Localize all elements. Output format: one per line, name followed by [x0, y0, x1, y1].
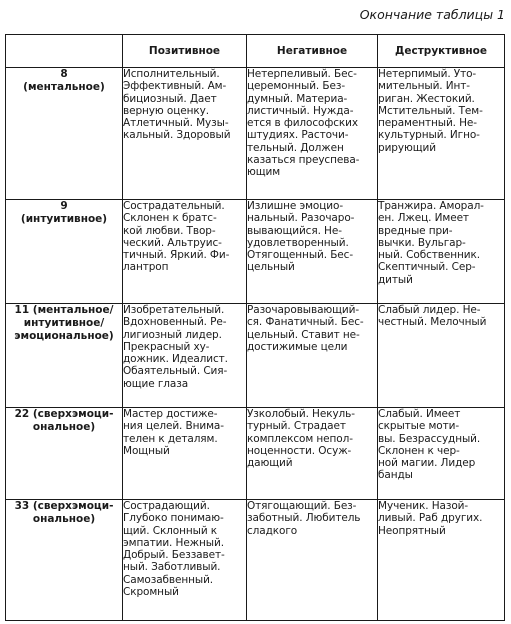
- cell-text-line: вредные при-: [378, 224, 453, 237]
- header-cell-number: [6, 35, 123, 68]
- row-label-line: интуитивное/: [23, 317, 105, 329]
- cell-text-line: нальный. Разочаро-: [247, 212, 355, 225]
- cell-text-line: банды: [378, 469, 413, 482]
- cell-text-line: Отягощающий. Без-: [247, 500, 357, 512]
- row-label-line: 8: [60, 68, 68, 80]
- cell-text-line: ческий. Альтруис-: [123, 236, 222, 249]
- cell-text-line: вы. Безрассудный.: [378, 432, 481, 445]
- cell-text-line: Мученик. Назой-: [378, 500, 469, 512]
- cell-text-line: цельный: [247, 261, 295, 274]
- cell-text-line: риган. Жестокий.: [378, 92, 475, 105]
- cell-text-line: Эффективный. Ам-: [123, 80, 227, 93]
- row-label-cell: [6, 304, 123, 408]
- cell-text-line: церемонный. Без-: [247, 80, 346, 93]
- row-label-line: 22 (сверхэмоци-: [14, 408, 114, 420]
- cell-text-line: лигиозный лидер.: [123, 328, 222, 341]
- cell-text-line: ливый. Раб других.: [378, 512, 483, 525]
- cell-text-line: думный. Материа-: [247, 92, 348, 105]
- table-row: [6, 500, 505, 621]
- row-label-line: 33 (сверхэмоци-: [14, 500, 114, 512]
- cell-text-line: Нетерпеливый. Бес-: [247, 68, 357, 80]
- cell-text-line: ноценности. Осуж-: [247, 444, 352, 457]
- cell-text-line: честный. Мелочный: [378, 316, 487, 329]
- positive-cell: [123, 304, 247, 408]
- cell-text-line: Атлетичный. Музы-: [123, 117, 229, 130]
- cell-text-line: Глубоко понимаю-: [123, 512, 224, 525]
- positive-cell: [123, 200, 247, 304]
- cell-text-line: Неопрятный: [378, 524, 446, 537]
- header-cell-positive: Позитивное: [123, 35, 247, 68]
- cell-text-line: дитый: [378, 273, 413, 286]
- destructive-cell: [378, 304, 505, 408]
- row-label-line: ональное): [32, 513, 96, 525]
- cell-text-line: Скептичный. Сер-: [378, 261, 476, 274]
- cell-text-line: ся. Фанатичный. Бес-: [247, 316, 364, 329]
- cell-text-line: тичный. Яркий. Фи-: [123, 249, 230, 262]
- table-row: [6, 200, 505, 304]
- cell-text-line: Излишне эмоцио-: [247, 200, 344, 212]
- cell-text-line: Транжира. Аморал-: [378, 200, 484, 212]
- row-label-line: ональное): [32, 421, 96, 433]
- cell-text-line: бициозный. Дает: [123, 92, 217, 105]
- cell-text-line: ния целей. Внима-: [123, 420, 224, 433]
- cell-text-line: Мастер достиже-: [123, 408, 218, 420]
- cell-text-line: верную оценку.: [123, 104, 209, 117]
- cell-text-line: штудиях. Расточи-: [247, 129, 349, 142]
- cell-text-line: Мощный: [123, 444, 170, 457]
- cell-text-line: дающий: [247, 457, 293, 470]
- cell-text-line: Узколобый. Некуль-: [247, 408, 355, 420]
- cell-text-line: Изобретательный.: [123, 304, 225, 316]
- cell-text-line: Добрый. Беззавет-: [123, 549, 225, 562]
- cell-text-line: вывающийся. Не-: [247, 224, 342, 237]
- cell-text-line: удовлетворенный.: [247, 236, 349, 249]
- cell-text-line: лантроп: [123, 261, 169, 274]
- cell-text-line: щий. Склонный к: [123, 524, 218, 537]
- cell-text-line: Сострадающий.: [123, 500, 210, 512]
- destructive-cell: [378, 200, 505, 304]
- negative-cell: [247, 68, 378, 200]
- cell-text-line: Скромный: [123, 586, 179, 599]
- cell-text-line: Склонен к братс-: [123, 212, 217, 225]
- cell-text-line: цельный. Ставит не-: [247, 328, 360, 341]
- row-label-line: (интуитивное): [20, 213, 108, 225]
- cell-text-line: кой любви. Твор-: [123, 224, 216, 237]
- cell-text-line: ный. Собственник.: [378, 249, 480, 262]
- cell-text-line: дожник. Идеалист.: [123, 353, 228, 366]
- cell-text-line: Исполнительный.: [123, 68, 220, 80]
- destructive-cell: [378, 408, 505, 500]
- cell-text-line: кальный. Здоровый: [123, 129, 231, 142]
- cell-text-line: турный. Страдает: [247, 420, 346, 433]
- positive-cell: [123, 408, 247, 500]
- cell-text-line: телен к деталям.: [123, 432, 218, 445]
- cell-text-line: Склонен к чер-: [378, 444, 460, 457]
- cell-text-line: скрытые моти-: [378, 420, 460, 433]
- header-cell-destructive: Деструктивное: [378, 35, 505, 68]
- cell-text-line: Самозабвенный.: [123, 573, 214, 586]
- cell-text-line: ный. Заботливый.: [123, 561, 221, 574]
- destructive-cell: [378, 68, 505, 200]
- row-label-cell: [6, 68, 123, 200]
- cell-text-line: Разочаровывающий-: [247, 304, 360, 316]
- positive-cell: [123, 68, 247, 200]
- negative-cell: [247, 500, 378, 621]
- cell-text-line: тельный. Должен: [247, 141, 344, 154]
- table-continuation-caption: Окончание таблицы 1: [359, 7, 505, 22]
- row-label-line: (ментальное): [23, 81, 105, 93]
- cell-text-line: заботный. Любитель: [247, 512, 361, 525]
- cell-text-line: ющие глаза: [123, 377, 189, 390]
- negative-cell: [247, 408, 378, 500]
- cell-text-line: ющим: [247, 166, 281, 179]
- cell-text-line: комплексом непол-: [247, 432, 353, 445]
- negative-cell: [247, 200, 378, 304]
- header-cell-negative: Негативное: [247, 35, 378, 68]
- cell-text-line: Мстительный. Тем-: [378, 104, 483, 117]
- row-label-line: 9: [60, 200, 68, 212]
- cell-text-line: Слабый лидер. Не-: [378, 304, 481, 316]
- row-label-cell: [6, 200, 123, 304]
- cell-text-line: мительный. Инт-: [378, 80, 471, 93]
- cell-text-line: эмпатии. Нежный.: [123, 536, 224, 549]
- cell-text-line: Нетерпимый. Уто-: [378, 68, 477, 80]
- cell-text-line: Прекрасный ху-: [123, 340, 210, 353]
- cell-text-line: листичный. Нужда-: [247, 104, 354, 117]
- row-label-line: эмоциональное): [14, 330, 114, 342]
- row-label-cell: [6, 408, 123, 500]
- cell-text-line: рирующий: [378, 141, 436, 154]
- cell-text-line: казаться преуспева-: [247, 154, 360, 167]
- cell-text-line: Вдохновенный. Ре-: [123, 316, 227, 329]
- table-row: [6, 68, 505, 200]
- cell-text-line: пераментный. Не-: [378, 117, 477, 130]
- positive-cell: [123, 500, 247, 621]
- negative-cell: [247, 304, 378, 408]
- numerology-table: [5, 34, 505, 621]
- destructive-cell: [378, 500, 505, 621]
- table-header-row: [6, 35, 505, 68]
- table-row: [6, 304, 505, 408]
- cell-text-line: культурный. Игно-: [378, 129, 480, 142]
- row-label-line: 11 (ментальное/: [14, 304, 114, 316]
- cell-text-line: ется в философских: [247, 117, 358, 130]
- cell-text-line: Обаятельный. Сия-: [123, 365, 228, 378]
- cell-text-line: Слабый. Имеет: [378, 408, 461, 420]
- cell-text-line: вычки. Вульгар-: [378, 236, 466, 249]
- cell-text-line: ной магии. Лидер: [378, 457, 476, 470]
- cell-text-line: ен. Лжец. Имеет: [378, 212, 469, 225]
- cell-text-line: сладкого: [247, 524, 298, 537]
- cell-text-line: Отягощенный. Бес-: [247, 249, 354, 262]
- cell-text-line: Сострадательный.: [123, 200, 225, 212]
- row-label-cell: [6, 500, 123, 621]
- cell-text-line: достижимые цели: [247, 340, 348, 353]
- table-row: [6, 408, 505, 500]
